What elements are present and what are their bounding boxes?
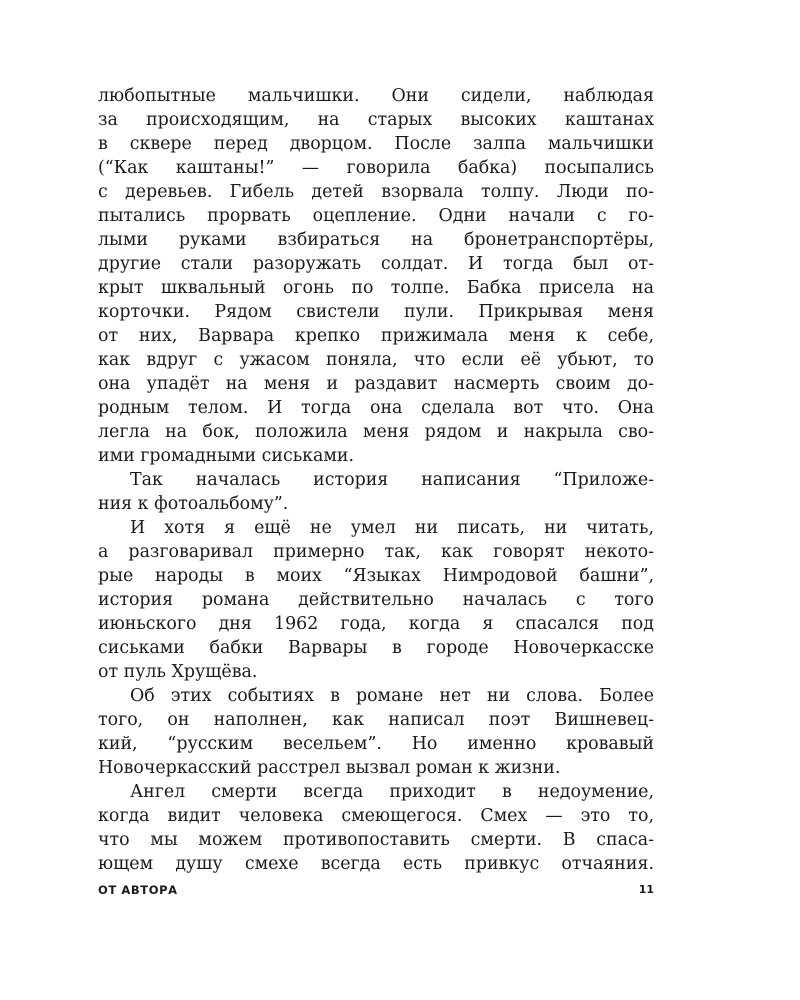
text-line: Об этих событиях в романе нет ни слова. Более — [130, 686, 654, 706]
text-line: ими громадными сиськами. — [98, 446, 355, 466]
text-line: того, он наполнен, как написал поэт Вишневец- — [98, 710, 654, 730]
running-head: ОТ АВТОРА — [98, 883, 178, 897]
text-line: крыт шквальный огонь по толпе. Бабка присела на — [98, 278, 654, 298]
text-line: с деревьев. Гибель детей взорвала толпу. Люди по- — [98, 182, 654, 202]
text-line: рые народы в моих “Языках Нимродовой башни”, — [98, 566, 654, 586]
text-line: ющем душу смехе всегда есть привкус отчаяния. — [98, 854, 654, 874]
text-line: (“Как каштаны!” — говорила бабка) посыпались — [98, 158, 654, 178]
text-line: пытались прорвать оцепление. Одни начали с го- — [98, 206, 654, 226]
text-line: И хотя я ещё не умел ни писать, ни читать, — [130, 518, 654, 538]
text-line: от пуль Хрущёва. — [98, 662, 258, 682]
text-line: история романа действительно началась с того — [98, 590, 654, 610]
text-line: другие стали разоружать солдат. И тогда был от- — [98, 254, 654, 274]
text-line: за происходящим, на старых высоких каштанах — [98, 110, 654, 130]
text-line: что мы можем противопоставить смерти. В спаса- — [98, 830, 654, 850]
page-number: 11 — [638, 883, 654, 896]
text-line: сиськами бабки Варвары в городе Новочеркасске — [98, 638, 654, 658]
text-line: Новочеркасский расстрел вызвал роман к жизни. — [98, 758, 561, 778]
text-line: как вдруг с ужасом поняла, что если её убьют, то — [98, 350, 654, 370]
page-footer — [98, 882, 654, 898]
text-line: в сквере перед дворцом. После залпа мальчишки — [98, 134, 654, 154]
text-line: от них, Варвара крепко прижимала меня к себе, — [98, 326, 654, 346]
text-line: кий, “русским весельем”. Но именно кровавый — [98, 734, 654, 754]
text-line: ния к фотоальбому”. — [98, 494, 289, 514]
text-line: легла на бок, положила меня рядом и накрыла сво- — [98, 422, 654, 442]
text-line: когда видит человека смеющегося. Смех — это то, — [98, 806, 654, 826]
text-line: корточки. Рядом свистели пули. Прикрывая меня — [98, 302, 654, 322]
text-line: июньского дня 1962 года, когда я спасался под — [98, 614, 654, 634]
text-line: лыми руками взбираться на бронетранспортёры, — [98, 230, 654, 250]
text-line: она упадёт на меня и раздавит насмерть своим до- — [98, 374, 654, 394]
text-line: родным телом. И тогда она сделала вот что. Она — [98, 398, 654, 418]
text-line: любопытные мальчишки. Они сидели, наблюдая — [98, 86, 654, 106]
body-text — [98, 84, 654, 876]
text-line: Ангел смерти всегда приходит в недоумение, — [130, 782, 654, 802]
text-line: Так началась история написания “Приложе- — [130, 470, 654, 490]
text-line: а разговаривал примерно так, как говорят некото- — [98, 542, 654, 562]
